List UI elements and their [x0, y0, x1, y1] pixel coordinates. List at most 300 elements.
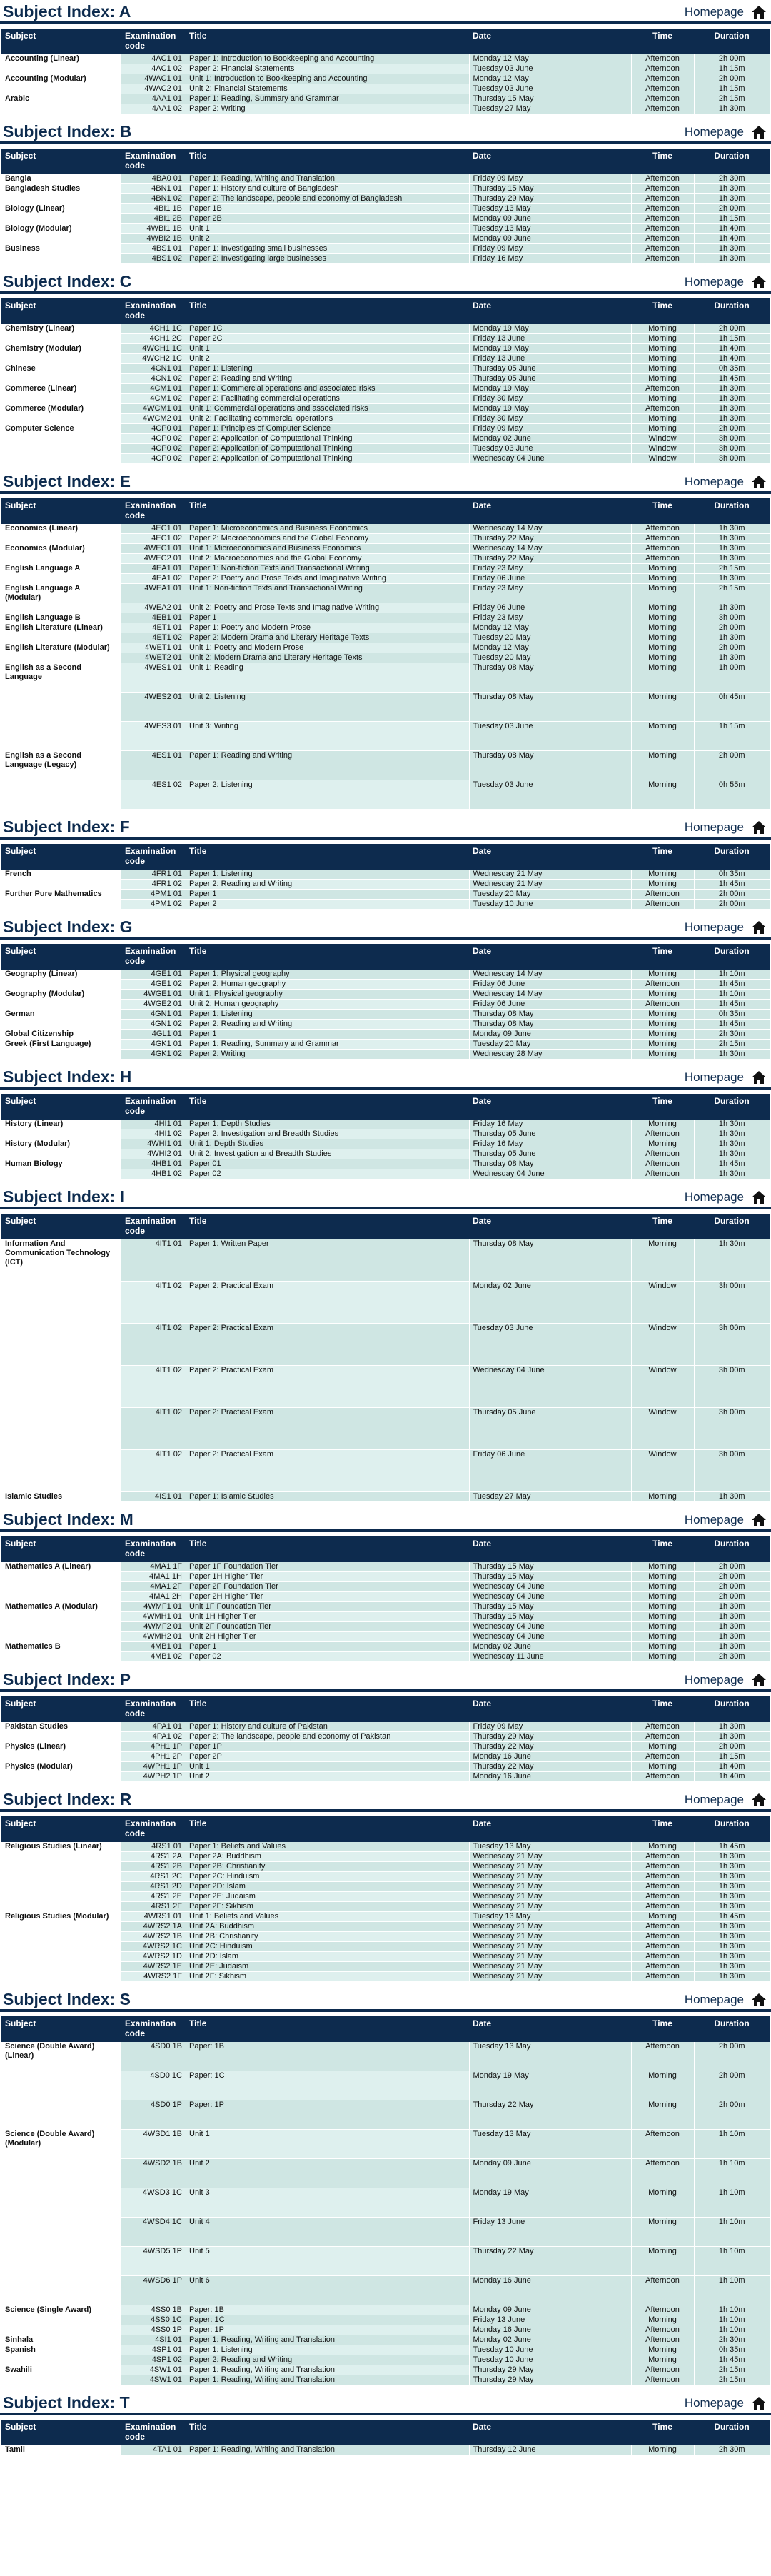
- exam-code-cell: 4MB1 01: [121, 1642, 186, 1652]
- exam-code-cell: 4WAC2 01: [121, 84, 186, 94]
- exam-code-cell: 4GK1 01: [121, 1040, 186, 1050]
- exam-code-cell: 4BA0 01: [121, 174, 186, 184]
- duration-cell: 1h 45m: [694, 2355, 770, 2365]
- title-cell: Paper 1: Introduction to Bookkeeping and Accounting: [186, 54, 469, 64]
- section-header: [0, 1065, 771, 1090]
- date-cell: Friday 13 June: [469, 354, 631, 364]
- duration-cell: 1h 30m: [694, 1050, 770, 1060]
- homepage-label[interactable]: Homepage: [684, 1993, 744, 2006]
- subject-cell: [1, 1732, 121, 1742]
- exam-code-cell: 4WRS1 01: [121, 1912, 186, 1922]
- exam-code-cell: 4WSD3 1C: [121, 2188, 186, 2218]
- home-icon[interactable]: [751, 1993, 767, 2007]
- section-header: [0, 915, 771, 940]
- title-cell: Paper 2: Human geography: [186, 980, 469, 990]
- date-cell: Friday 23 May: [469, 584, 631, 603]
- homepage-link[interactable]: [685, 920, 767, 937]
- column-header-title: Title: [186, 2420, 469, 2445]
- home-icon[interactable]: [751, 820, 767, 835]
- time-cell: Morning: [631, 584, 694, 603]
- exam-code-cell: 4BN1 01: [121, 184, 186, 194]
- subject-cell: Science (Single Award): [1, 2305, 121, 2315]
- exam-code-cell: 4WGE2 01: [121, 1000, 186, 1010]
- exam-code-cell: 4GN1 02: [121, 1020, 186, 1030]
- section-header: [0, 1668, 771, 1692]
- exam-code-cell: 4AA1 02: [121, 104, 186, 114]
- exam-code-cell: 4RS1 01: [121, 1842, 186, 1852]
- subject-cell: [1, 1972, 121, 1982]
- time-cell: Afternoon: [631, 1942, 694, 1952]
- home-icon[interactable]: [751, 475, 767, 489]
- date-cell: Monday 02 June: [469, 1642, 631, 1652]
- subject-cell: [1, 633, 121, 643]
- column-header-subject: Subject: [1, 29, 121, 54]
- title-cell: Paper 2D: Islam: [186, 1882, 469, 1892]
- exam-table: [1, 149, 770, 264]
- subject-cell: [1, 1652, 121, 1662]
- time-cell: Morning: [631, 1572, 694, 1582]
- time-cell: Morning: [631, 1602, 694, 1612]
- date-cell: Tuesday 03 June: [469, 444, 631, 454]
- homepage-label[interactable]: Homepage: [684, 920, 744, 934]
- subject-cell: [1, 1902, 121, 1912]
- date-cell: Tuesday 10 June: [469, 2355, 631, 2365]
- title-cell: Paper 2E: Judaism: [186, 1892, 469, 1902]
- subject-cell: Mathematics B: [1, 1642, 121, 1652]
- duration-cell: 0h 35m: [694, 870, 770, 880]
- time-cell: Afternoon: [631, 1862, 694, 1872]
- duration-cell: 1h 45m: [694, 980, 770, 990]
- title-cell: Unit 1: Non-fiction Texts and Transactional Writing: [186, 584, 469, 603]
- time-cell: Morning: [631, 574, 694, 584]
- section-header: [0, 1788, 771, 1812]
- homepage-link[interactable]: [685, 1190, 767, 1207]
- duration-cell: 1h 30m: [694, 1139, 770, 1149]
- table-row: [1, 94, 770, 104]
- homepage-link[interactable]: [685, 125, 767, 141]
- home-icon[interactable]: [751, 2396, 767, 2410]
- subject-cell: [1, 1366, 121, 1408]
- date-cell: Friday 09 May: [469, 1722, 631, 1732]
- date-cell: Thursday 15 May: [469, 184, 631, 194]
- homepage-link[interactable]: [685, 475, 767, 491]
- duration-cell: 3h 00m: [694, 1366, 770, 1408]
- date-cell: Thursday 15 May: [469, 1602, 631, 1612]
- exam-code-cell: 4PA1 02: [121, 1732, 186, 1742]
- duration-cell: 1h 15m: [694, 214, 770, 224]
- time-cell: Morning: [631, 1562, 694, 1572]
- table-header-row: [1, 149, 770, 174]
- exam-table: [1, 1696, 770, 1782]
- exam-code-cell: 4WSD4 1C: [121, 2218, 186, 2247]
- subject-cell: [1, 1942, 121, 1952]
- date-cell: Tuesday 03 June: [469, 1324, 631, 1366]
- time-cell: Morning: [631, 633, 694, 643]
- time-cell: Afternoon: [631, 254, 694, 264]
- exam-table: [1, 1816, 770, 1982]
- homepage-link[interactable]: [685, 820, 767, 837]
- column-header-time: Time: [631, 944, 694, 970]
- table-row: [1, 1129, 770, 1139]
- table-row: [1, 1159, 770, 1169]
- exam-code-cell: 4WCM1 01: [121, 404, 186, 414]
- section-title: Subject Index: H: [3, 1067, 132, 1086]
- homepage-link[interactable]: [685, 1993, 767, 2009]
- subject-cell: Business: [1, 244, 121, 254]
- homepage-link[interactable]: [685, 2396, 767, 2413]
- homepage-label[interactable]: Homepage: [684, 1070, 744, 1084]
- table-row: [1, 454, 770, 464]
- time-cell: Morning: [631, 1492, 694, 1502]
- table-header-row: [1, 944, 770, 970]
- table-row: [1, 1450, 770, 1492]
- column-header-date: Date: [469, 1696, 631, 1722]
- date-cell: Monday 19 May: [469, 2071, 631, 2100]
- duration-cell: 1h 30m: [694, 254, 770, 264]
- date-cell: Monday 19 May: [469, 344, 631, 354]
- time-cell: Morning: [631, 1582, 694, 1592]
- time-cell: Afternoon: [631, 1159, 694, 1169]
- time-cell: Afternoon: [631, 1129, 694, 1139]
- section-title: Subject Index: C: [3, 272, 132, 291]
- table-row: [1, 64, 770, 74]
- subject-cell: [1, 1872, 121, 1882]
- time-cell: Morning: [631, 1020, 694, 1030]
- date-cell: Thursday 15 May: [469, 1572, 631, 1582]
- date-cell: Monday 16 June: [469, 1752, 631, 1762]
- time-cell: Afternoon: [631, 404, 694, 414]
- home-icon[interactable]: [751, 1513, 767, 1527]
- table-row: [1, 2375, 770, 2385]
- date-cell: Thursday 05 June: [469, 1408, 631, 1450]
- duration-cell: 1h 10m: [694, 2325, 770, 2335]
- duration-cell: 2h 00m: [694, 1582, 770, 1592]
- date-cell: Wednesday 04 June: [469, 1622, 631, 1632]
- exam-code-cell: 4EA1 01: [121, 564, 186, 574]
- subject-cell: [1, 394, 121, 404]
- time-cell: Morning: [631, 880, 694, 890]
- exam-code-cell: 4SP1 01: [121, 2345, 186, 2355]
- date-cell: Thursday 29 May: [469, 1732, 631, 1742]
- column-header-title: Title: [186, 1816, 469, 1842]
- homepage-link[interactable]: [685, 1673, 767, 1689]
- column-header-duration: Duration: [694, 1536, 770, 1562]
- duration-cell: 1h 10m: [694, 2247, 770, 2276]
- title-cell: Paper 1: Reading and Writing: [186, 751, 469, 780]
- exam-code-cell: 4HI1 01: [121, 1120, 186, 1129]
- title-cell: Paper 1: Islamic Studies: [186, 1492, 469, 1502]
- column-header-subject: Subject: [1, 498, 121, 524]
- exam-code-cell: 4CH1 2C: [121, 334, 186, 344]
- table-row: [1, 2335, 770, 2345]
- exam-code-cell: 4CP0 02: [121, 444, 186, 454]
- exam-code-cell: 4AC1 02: [121, 64, 186, 74]
- table-row: [1, 1862, 770, 1872]
- home-icon[interactable]: [751, 125, 767, 139]
- table-row: [1, 194, 770, 204]
- section-header: [0, 120, 771, 144]
- table-row: [1, 603, 770, 613]
- time-cell: Morning: [631, 1622, 694, 1632]
- column-header-code: Examination code: [121, 944, 186, 970]
- column-header-title: Title: [186, 298, 469, 324]
- column-header-title: Title: [186, 1696, 469, 1722]
- subject-cell: [1, 574, 121, 584]
- homepage-label[interactable]: Homepage: [684, 1673, 744, 1686]
- column-header-code: Examination code: [121, 1536, 186, 1562]
- subject-cell: Bangla: [1, 174, 121, 184]
- time-cell: Afternoon: [631, 2042, 694, 2071]
- time-cell: Afternoon: [631, 184, 694, 194]
- date-cell: Wednesday 21 May: [469, 1952, 631, 1962]
- title-cell: Unit 1F Foundation Tier: [186, 1602, 469, 1612]
- duration-cell: 1h 45m: [694, 1842, 770, 1852]
- table-row: [1, 1952, 770, 1962]
- homepage-link[interactable]: [685, 1793, 767, 1809]
- homepage-link[interactable]: [685, 275, 767, 291]
- table-row: [1, 1942, 770, 1952]
- table-row: [1, 1912, 770, 1922]
- date-cell: Monday 16 June: [469, 1772, 631, 1782]
- table-row: [1, 2042, 770, 2071]
- subject-cell: [1, 1572, 121, 1582]
- title-cell: Paper: 1P: [186, 2325, 469, 2335]
- duration-cell: 1h 30m: [694, 194, 770, 204]
- time-cell: Afternoon: [631, 214, 694, 224]
- column-header-code: Examination code: [121, 498, 186, 524]
- date-cell: Thursday 22 May: [469, 534, 631, 544]
- date-cell: Wednesday 04 June: [469, 1169, 631, 1179]
- homepage-label[interactable]: Homepage: [684, 275, 744, 288]
- title-cell: Paper 2: Application of Computational Thinking: [186, 454, 469, 464]
- date-cell: Tuesday 13 May: [469, 2130, 631, 2159]
- title-cell: Unit 2: [186, 2159, 469, 2188]
- subject-cell: Accounting (Linear): [1, 54, 121, 64]
- homepage-label[interactable]: Homepage: [684, 1793, 744, 1806]
- title-cell: Unit 2C: Hinduism: [186, 1942, 469, 1952]
- title-cell: Unit 2: Investigation and Breadth Studies: [186, 1149, 469, 1159]
- title-cell: Paper 2: Reading and Writing: [186, 2355, 469, 2365]
- duration-cell: 2h 00m: [694, 324, 770, 334]
- exam-code-cell: 4WEA1 01: [121, 584, 186, 603]
- time-cell: Afternoon: [631, 524, 694, 534]
- duration-cell: 3h 00m: [694, 1408, 770, 1450]
- title-cell: Paper 2: [186, 900, 469, 910]
- duration-cell: 1h 30m: [694, 394, 770, 404]
- duration-cell: 1h 30m: [694, 414, 770, 424]
- home-icon[interactable]: [751, 1070, 767, 1085]
- homepage-label[interactable]: Homepage: [684, 475, 744, 488]
- subject-cell: [1, 2375, 121, 2385]
- duration-cell: 0h 35m: [694, 1010, 770, 1020]
- exam-code-cell: 4WES3 01: [121, 722, 186, 751]
- subject-cell: [1, 1862, 121, 1872]
- homepage-label[interactable]: Homepage: [684, 820, 744, 834]
- table-row: [1, 1602, 770, 1612]
- section-title: Subject Index: M: [3, 1510, 133, 1529]
- subject-cell: [1, 554, 121, 564]
- column-header-date: Date: [469, 1536, 631, 1562]
- subject-cell: Further Pure Mathematics: [1, 890, 121, 900]
- homepage-link[interactable]: [685, 1070, 767, 1087]
- date-cell: Monday 09 June: [469, 214, 631, 224]
- date-cell: Wednesday 04 June: [469, 454, 631, 464]
- date-cell: Tuesday 13 May: [469, 1842, 631, 1852]
- column-header-duration: Duration: [694, 149, 770, 174]
- subject-cell: Economics (Modular): [1, 544, 121, 554]
- time-cell: Morning: [631, 722, 694, 751]
- time-cell: Morning: [631, 780, 694, 810]
- section-title: Subject Index: B: [3, 122, 132, 141]
- exam-code-cell: 4PM1 02: [121, 900, 186, 910]
- exam-table: [1, 498, 770, 810]
- subject-cell: English as a Second Language: [1, 663, 121, 693]
- date-cell: Friday 06 June: [469, 980, 631, 990]
- subject-index-section: [0, 120, 771, 264]
- column-header-duration: Duration: [694, 298, 770, 324]
- time-cell: Afternoon: [631, 1149, 694, 1159]
- time-cell: Morning: [631, 1010, 694, 1020]
- duration-cell: 1h 30m: [694, 1962, 770, 1972]
- exam-code-cell: 4WMF2 01: [121, 1622, 186, 1632]
- time-cell: Morning: [631, 1139, 694, 1149]
- exam-table: [1, 2016, 770, 2385]
- table-row: [1, 751, 770, 780]
- exam-code-cell: 4FR1 02: [121, 880, 186, 890]
- date-cell: Tuesday 20 May: [469, 890, 631, 900]
- column-header-time: Time: [631, 2420, 694, 2445]
- duration-cell: 1h 45m: [694, 1020, 770, 1030]
- exam-code-cell: 4WCH2 1C: [121, 354, 186, 364]
- duration-cell: 1h 10m: [694, 2159, 770, 2188]
- table-row: [1, 633, 770, 643]
- table-row: [1, 324, 770, 334]
- date-cell: Wednesday 21 May: [469, 870, 631, 880]
- exam-code-cell: 4PH1 2P: [121, 1752, 186, 1762]
- homepage-label[interactable]: Homepage: [684, 2396, 744, 2410]
- date-cell: Tuesday 20 May: [469, 633, 631, 643]
- table-row: [1, 204, 770, 214]
- subject-cell: [1, 534, 121, 544]
- home-icon[interactable]: [751, 1793, 767, 1807]
- exam-code-cell: 4WMH2 01: [121, 1632, 186, 1642]
- home-icon[interactable]: [751, 1673, 767, 1687]
- table-row: [1, 1752, 770, 1762]
- table-row: [1, 1408, 770, 1450]
- title-cell: Unit 1H Higher Tier: [186, 1612, 469, 1622]
- subject-cell: [1, 653, 121, 663]
- time-cell: Afternoon: [631, 54, 694, 64]
- table-row: [1, 1642, 770, 1652]
- duration-cell: 1h 40m: [694, 1772, 770, 1782]
- subject-index-section: [0, 1508, 771, 1662]
- column-header-date: Date: [469, 844, 631, 870]
- homepage-link[interactable]: [685, 5, 767, 21]
- column-header-date: Date: [469, 1816, 631, 1842]
- title-cell: Unit 3: [186, 2188, 469, 2218]
- duration-cell: 2h 30m: [694, 174, 770, 184]
- exam-code-cell: 4SD0 1C: [121, 2071, 186, 2100]
- exam-code-cell: 4IS1 01: [121, 1492, 186, 1502]
- column-header-title: Title: [186, 844, 469, 870]
- title-cell: Paper 2: Listening: [186, 780, 469, 810]
- title-cell: Unit 2H Higher Tier: [186, 1632, 469, 1642]
- exam-code-cell: 4WEC1 01: [121, 544, 186, 554]
- exam-code-cell: 4WPH1 1P: [121, 1762, 186, 1772]
- homepage-link[interactable]: [685, 1513, 767, 1529]
- table-row: [1, 1842, 770, 1852]
- date-cell: Friday 09 May: [469, 424, 631, 434]
- exam-code-cell: 4TA1 01: [121, 2445, 186, 2455]
- date-cell: Wednesday 21 May: [469, 1972, 631, 1982]
- table-row: [1, 414, 770, 424]
- duration-cell: 2h 00m: [694, 54, 770, 64]
- duration-cell: 1h 40m: [694, 1762, 770, 1772]
- table-row: [1, 2159, 770, 2188]
- home-icon[interactable]: [751, 920, 767, 935]
- title-cell: Unit 2: Listening: [186, 693, 469, 722]
- home-icon[interactable]: [751, 5, 767, 19]
- duration-cell: 1h 30m: [694, 404, 770, 414]
- date-cell: Wednesday 21 May: [469, 1852, 631, 1862]
- time-cell: Afternoon: [631, 1722, 694, 1732]
- subject-cell: [1, 414, 121, 424]
- home-icon[interactable]: [751, 1190, 767, 1204]
- subject-index-section: [0, 1185, 771, 1502]
- section-header: [0, 815, 771, 840]
- duration-cell: 1h 30m: [694, 653, 770, 663]
- column-header-date: Date: [469, 944, 631, 970]
- subject-cell: Swahili: [1, 2365, 121, 2375]
- homepage-label[interactable]: Homepage: [684, 5, 744, 19]
- duration-cell: 1h 45m: [694, 1000, 770, 1010]
- date-cell: Friday 23 May: [469, 564, 631, 574]
- duration-cell: 1h 40m: [694, 344, 770, 354]
- title-cell: Unit 2: [186, 354, 469, 364]
- time-cell: Afternoon: [631, 1962, 694, 1972]
- table-row: [1, 1149, 770, 1159]
- time-cell: Morning: [631, 1239, 694, 1282]
- column-header-date: Date: [469, 2016, 631, 2042]
- date-cell: Friday 06 June: [469, 603, 631, 613]
- column-header-title: Title: [186, 1094, 469, 1120]
- duration-cell: 1h 15m: [694, 722, 770, 751]
- subject-cell: Islamic Studies: [1, 1492, 121, 1502]
- date-cell: Friday 06 June: [469, 574, 631, 584]
- title-cell: Paper 1: [186, 890, 469, 900]
- subject-cell: Pakistan Studies: [1, 1722, 121, 1732]
- duration-cell: 3h 00m: [694, 434, 770, 444]
- duration-cell: 2h 00m: [694, 2042, 770, 2071]
- subject-cell: Commerce (Modular): [1, 404, 121, 414]
- column-header-title: Title: [186, 944, 469, 970]
- title-cell: Paper: 1B: [186, 2042, 469, 2071]
- homepage-label[interactable]: Homepage: [684, 1513, 744, 1526]
- exam-code-cell: 4WMH1 01: [121, 1612, 186, 1622]
- section-header: [0, 270, 771, 294]
- homepage-label[interactable]: Homepage: [684, 125, 744, 139]
- time-cell: Morning: [631, 751, 694, 780]
- home-icon[interactable]: [751, 275, 767, 289]
- title-cell: Paper 2: Practical Exam: [186, 1282, 469, 1324]
- exam-code-cell: 4PA1 01: [121, 1722, 186, 1732]
- date-cell: Friday 06 June: [469, 1000, 631, 1010]
- title-cell: Paper 2F Foundation Tier: [186, 1582, 469, 1592]
- title-cell: Paper 1: Listening: [186, 1010, 469, 1020]
- homepage-label[interactable]: Homepage: [684, 1190, 744, 1204]
- date-cell: Wednesday 21 May: [469, 1862, 631, 1872]
- table-header-row: [1, 298, 770, 324]
